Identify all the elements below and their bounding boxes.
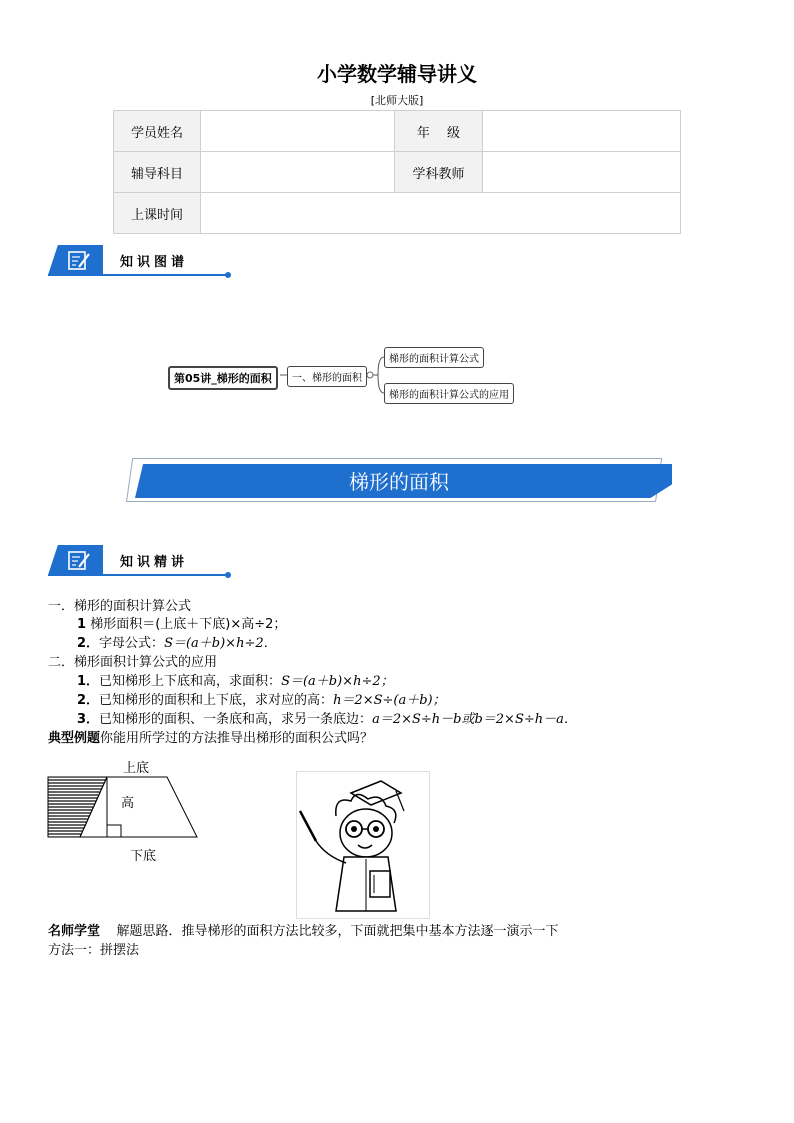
topic-banner (126, 458, 672, 504)
grade-label: 年 级 (395, 111, 483, 152)
class-time-label: 上课时间 (114, 193, 201, 234)
item-number: 2． (77, 636, 100, 651)
formula-item-2 (77, 632, 277, 651)
item-text: 梯形面积＝(上底＋下底)×高÷2； (90, 617, 287, 632)
example-label: 典型例题 (48, 731, 101, 746)
item-formula: S＝(a＋b)×h÷2； (281, 674, 394, 689)
application-item-1 (77, 670, 394, 689)
right-angle-mark (107, 825, 121, 837)
section-title: 知识图谱 (120, 255, 189, 270)
item-text: 已知梯形的面积和上下底，求对应的高： (99, 693, 334, 708)
label-top-base: 上底 (123, 761, 150, 776)
heading-formula: 一．梯形的面积计算公式 (48, 599, 192, 614)
item-formula: h＝2×S÷(a＋b)； (333, 693, 446, 708)
item-text: 字母公式： (99, 636, 165, 651)
example-question (48, 727, 373, 746)
mindmap-root: 第05讲_梯形的面积 (168, 366, 278, 390)
teacher-note-text: 解题思路．推导梯形的面积方法比较多，下面就把集中基本方法逐一演示一下 (116, 924, 559, 939)
heading-application: 二．梯形面积计算公式的应用 (48, 655, 218, 670)
label-bottom-base: 下底 (130, 849, 157, 864)
mindmap-leaf-application: 梯形的面积计算公式的应用 (384, 383, 514, 404)
student-name-label: 学员姓名 (114, 111, 201, 152)
application-item-3 (77, 708, 577, 727)
item-number: 2． (77, 693, 100, 708)
hatched-region (48, 777, 107, 837)
banner-title: 梯形的面积 (349, 470, 449, 494)
teacher-note (48, 920, 559, 939)
method-one: 方法一：拼摆法 (48, 943, 140, 958)
item-formula: a＝2×S÷h－b或b＝2×S÷h－a． (372, 712, 577, 727)
item-number: 3． (77, 712, 100, 727)
teacher-label: 学科教师 (395, 152, 483, 193)
label-height: 高 (121, 796, 135, 811)
teacher-cartoon-illustration (296, 771, 430, 919)
application-item-2 (77, 689, 446, 708)
section-rule (48, 574, 228, 576)
document-title: 小学数学辅导讲义 (317, 62, 477, 86)
mindmap-leaf-formula: 梯形的面积计算公式 (384, 347, 484, 368)
subject-label: 辅导科目 (114, 152, 201, 193)
item-formula: S＝(a＋b)×h÷2． (164, 636, 277, 651)
item-number: 1． (77, 674, 100, 689)
notebook-pen-icon (66, 549, 92, 571)
section-title: 知识精讲 (120, 555, 189, 570)
mindmap-branch: 一、梯形的面积 (287, 366, 367, 387)
edition-label: [北师大版] (370, 94, 424, 107)
item-text: 已知梯形的面积、一条底和高，求另一条底边： (99, 712, 373, 727)
item-text: 已知梯形上下底和高，求面积： (99, 674, 282, 689)
example-text: 你能用所学过的方法推导出梯形的面积公式吗？ (100, 731, 374, 746)
item-number: 1 (77, 617, 87, 632)
formula-item-1 (77, 613, 286, 632)
section-header-knowledge-lecture (48, 545, 233, 580)
teacher-note-label: 名师学堂 (48, 924, 101, 939)
